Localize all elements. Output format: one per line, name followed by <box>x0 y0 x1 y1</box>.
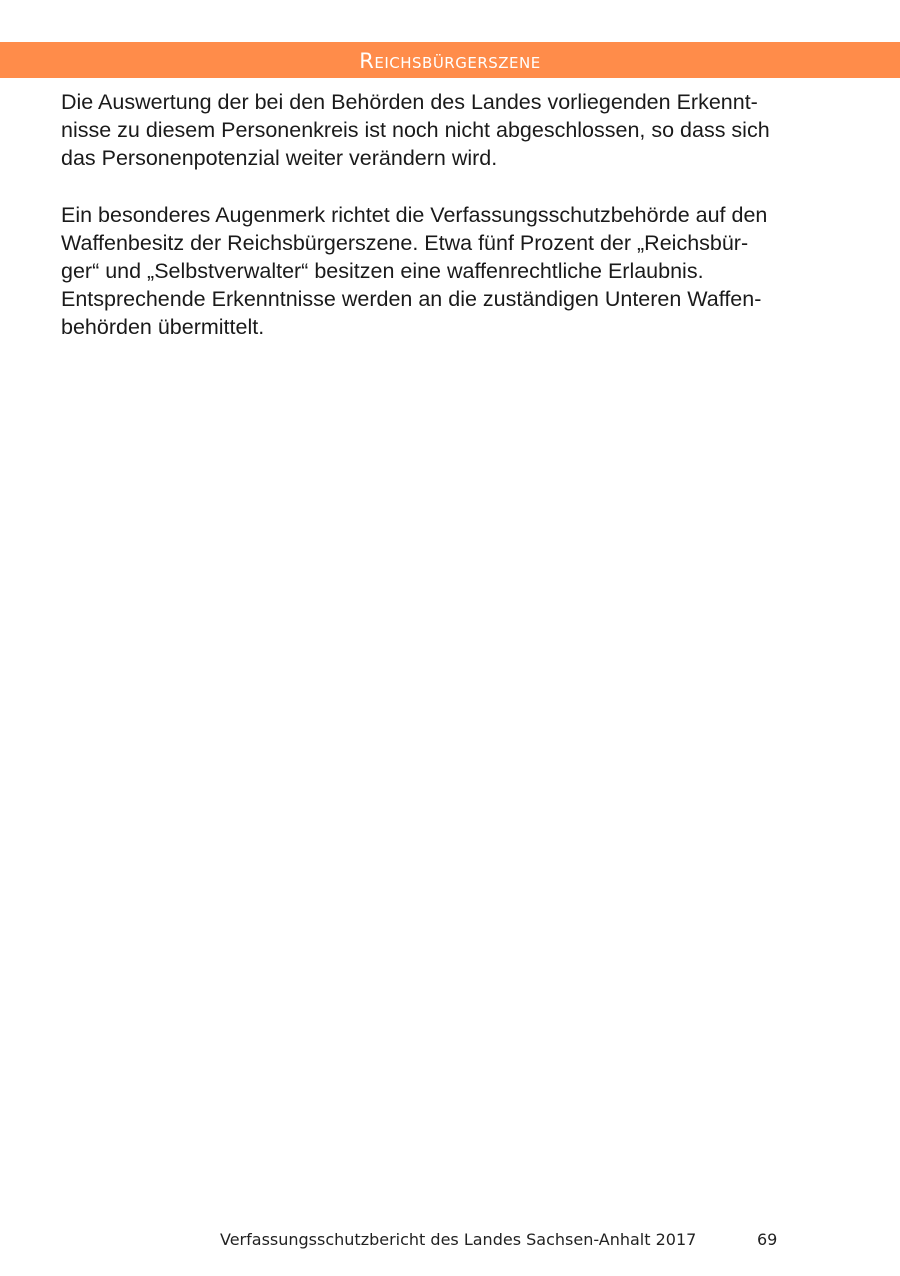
footer-title: Verfassungsschutzbericht des Landes Sachsen-Anhalt 2017 <box>220 1230 697 1249</box>
paragraph-spacer <box>61 173 851 201</box>
text-line: Die Auswertung der bei den Behörden des Landes vorliegenden Erkennt- <box>61 90 758 114</box>
section-header-band <box>0 42 900 78</box>
text-line: Entsprechende Erkenntnisse werden an die zuständigen Unteren Waffen- <box>61 287 762 312</box>
text-line: behörden übermittelt. <box>61 315 265 340</box>
text-line: ger“ und „Selbstverwalter“ besitzen eine waffenrechtliche Erlaubnis. <box>61 259 704 284</box>
page-number: 69 <box>757 1230 778 1249</box>
section-title: Reichsbürgerszene <box>359 48 541 73</box>
text-line: Ein besonderes Augenmerk richtet die Verfassungsschutzbehörde auf den <box>61 202 768 227</box>
paragraph <box>61 88 851 173</box>
paragraph <box>61 201 851 342</box>
body-text <box>61 88 851 342</box>
text-line: nisse zu diesem Personenkreis ist noch nicht abgeschlossen, so dass sich <box>61 118 770 143</box>
text-line: Waffenbesitz der Reichsbürgerszene. Etwa fünf Prozent der „Reichsbür- <box>61 230 749 255</box>
text-line: das Personenpotenzial weiter verändern wird. <box>61 146 498 171</box>
page-footer <box>0 1226 900 1256</box>
